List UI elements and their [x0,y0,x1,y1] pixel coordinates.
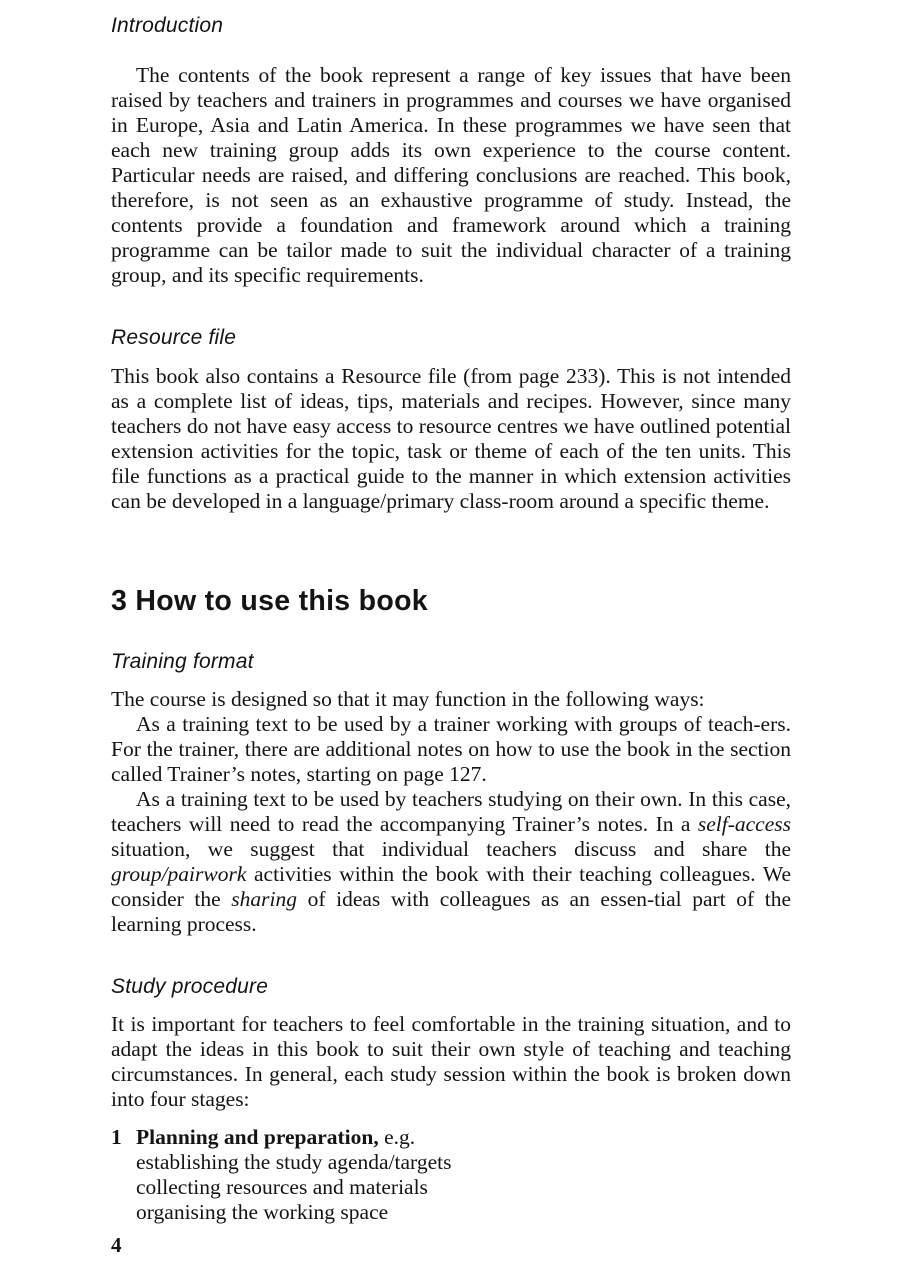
study-procedure-heading: Study procedure [111,975,269,998]
list-item [136,1125,791,1225]
list-subitem: collecting resources and materials [136,1175,428,1199]
training-format-section [111,687,791,937]
intro-section [111,63,791,288]
resource-file-heading: Resource file [111,326,237,349]
intro-paragraph: The contents of the book represent a range of key issues that have been raised by teachers and trainers in programmes and courses we have organised in Europe, Asia and Latin America. In these programmes we have seen that each new training group adds its own experience to the course content. Particular needs are raised, and differing conclusions are reached. This book, therefore, is not seen as an exhaustive programme of study. Instead, the contents provide a foundation and framework around which a training programme can be tailor made to suit the individual character of a training group, and its specific requirements. [111,63,791,287]
emphasis-sharing: sharing [231,887,298,911]
study-procedure-section [111,1012,791,1112]
list-number: 1 [111,1125,122,1149]
emphasis-group-pairwork: group/pairwork [111,862,247,886]
list-subitem: organising the working space [136,1200,389,1224]
resource-file-paragraph: This book also contains a Resource file (from page 233). This is not intended as a complete list of ideas, tips, materials and recipes. However, since many teachers do not have easy access to resource centres we have outlined potential extension activities for the topic, task or theme of each of the ten units. This file functions as a practical guide to the manner in which extension activities can be developed in a language/primary class-room around a specific theme. [111,364,791,513]
page-number: 4 [111,1233,122,1257]
training-format-paragraph-1: The course is designed so that it may function in the following ways: [111,687,705,711]
list-subitem: establishing the study agenda/targets [136,1150,452,1174]
list-item-title: Planning and preparation, [136,1125,379,1149]
training-format-heading: Training format [111,650,254,673]
training-format-paragraph-3: As a training text to be used by teachers studying on their own. In this case, teachers will need to read the accompanying Trainer’s notes. In a self-access situation, we suggest that individual teachers discuss and share the group/pairwork activities within the book with their teaching colleagues. We consider the sharing of ideas with colleagues as an essen-tial part of the learning process. [111,787,791,936]
list-item-title-line: Planning and preparation, e.g. [136,1125,416,1149]
training-format-paragraph-2: As a training text to be used by a trainer working with groups of teach-ers. For the trainer, there are additional notes on how to use the book in the section called Trainer’s notes, starting on page 127. [111,712,791,786]
section-heading: 3 How to use this book [111,585,428,617]
emphasis-self-access: self-access [697,812,791,836]
stage-list [111,1125,791,1225]
running-head: Introduction [111,14,224,37]
resource-file-section [111,364,791,514]
study-procedure-paragraph: It is important for teachers to feel comfortable in the training situation, and to adapt the ideas in this book to suit their own style of teaching and teaching circumstances. In general, each study session within the book is broken down into four stages: [111,1012,791,1111]
